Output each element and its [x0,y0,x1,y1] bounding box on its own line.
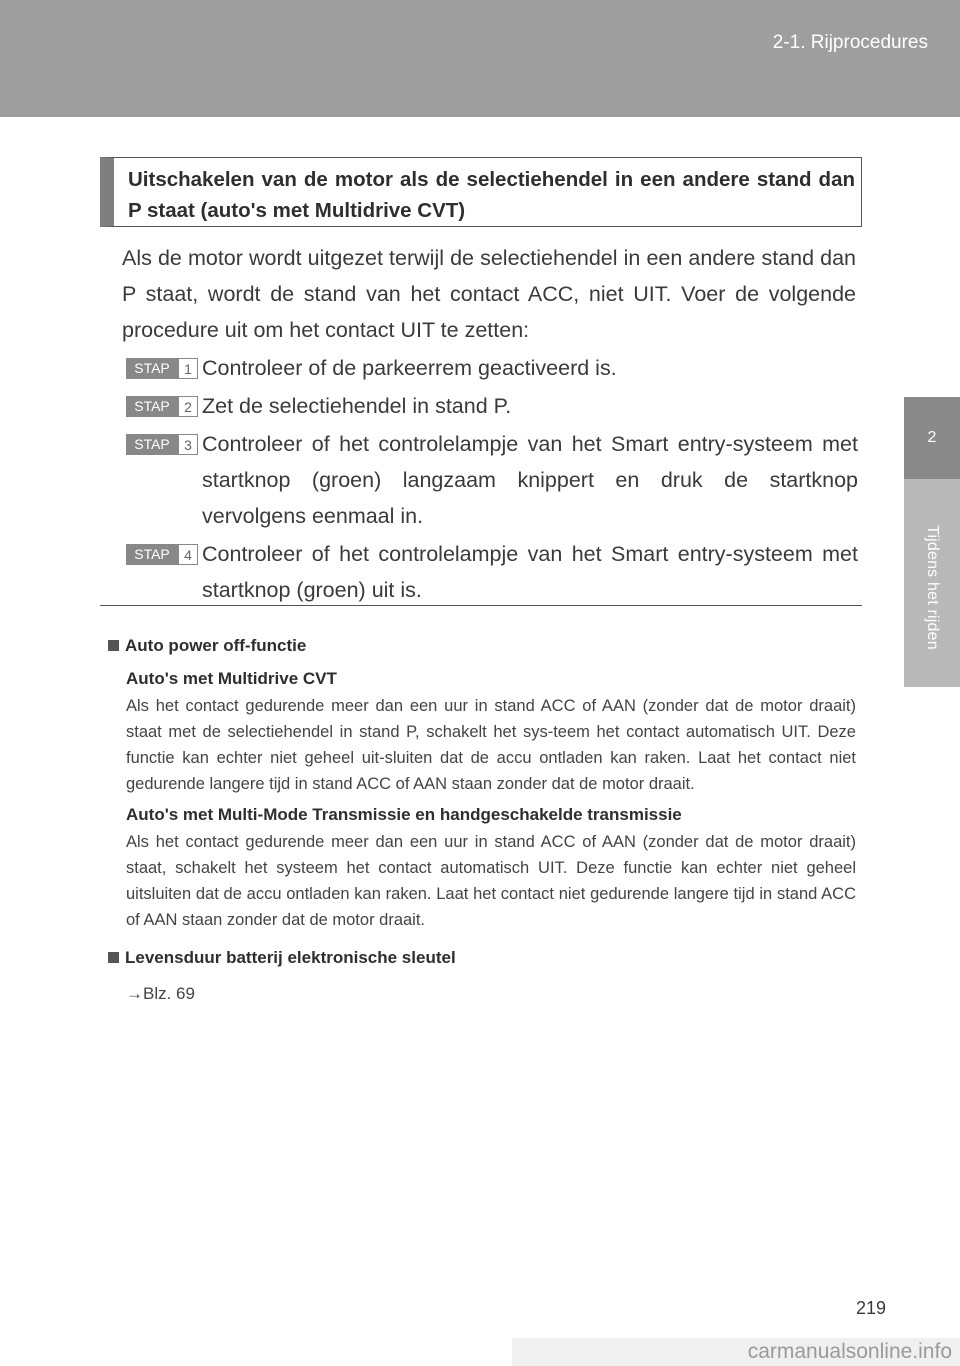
step-text: Zet de selectiehendel in stand P. [202,394,512,418]
step-item [124,388,858,424]
page-number: 219 [856,1298,887,1318]
header-band [0,0,960,117]
side-tab [904,479,960,687]
step-item [124,536,858,608]
notes-section [108,627,856,1009]
step-item [124,350,858,386]
step-badge: STAP 4 [126,544,198,565]
section-heading: Uitschakelen van de motor als de selectiehendel in een andere stand dan P staat (auto's met Multidrive CVT) [100,157,862,227]
side-tab-label: Tijdens het rijden [924,524,941,650]
square-bullet-icon [108,952,119,963]
watermark: carmanualsonline.info [512,1338,960,1366]
chapter-title: 2-1. Rijprocedures [772,32,928,53]
section-divider [100,605,862,606]
square-bullet-icon [108,640,119,651]
page-reference-link[interactable]: →Blz. 69 [126,984,195,1003]
intro-paragraph: Als de motor wordt uitgezet terwijl de selectiehendel in een andere stand dan P staat, wordt de stand van het contact ACC, niet UIT. Voer de volgende procedure uit om het contact UIT te zetten: [122,246,856,342]
note-subtitle: Auto's met Multidrive CVT [126,669,337,688]
step-badge: STAP 3 [126,434,198,455]
note-text: Als het contact gedurende meer dan een uur in stand ACC of AAN (zonder dat de motor draait) staat, schakelt het systeem het contact automatisch UIT. Deze functie kan echter niet geheel uitsluiten dat de accu ontladen kan raken. Laat het contact niet gedurende langere tijd in stand ACC of AAN staan zonder dat de motor draait. [126,833,856,929]
note-title: Auto power off-functie [108,631,856,661]
step-badge: STAP 1 [126,358,198,379]
side-tab-number: 2 [904,397,960,479]
step-text: Controleer of de parkeerrem geactiveerd is. [202,356,617,380]
step-text: Controleer of het controlelampje van het Smart entry-systeem met startknop (groen) langzaam knippert en druk de startknop vervolgens eenmaal in. [202,432,858,528]
note-text: Als het contact gedurende meer dan een uur in stand ACC of AAN (zonder dat de motor draait) staat met de selectiehendel in stand P, schakelt het sys-teem het contact automatisch UIT. Deze functie kan echter niet geheel uit-sluiten dat de accu ontladen kan raken. Laat het contact niet gedurende langere tijd in stand ACC of AAN staan zonder dat de motor draait. [126,697,856,793]
step-badge: STAP 2 [126,396,198,417]
step-text: Controleer of het controlelampje van het Smart entry-systeem met startknop (groen) uit is. [202,542,858,602]
step-item [124,426,858,534]
note-subtitle: Auto's met Multi-Mode Transmissie en handgeschakelde transmissie [126,805,682,824]
note-title: Levensduur batterij elektronische sleutel [108,943,856,973]
step-list [124,350,858,610]
